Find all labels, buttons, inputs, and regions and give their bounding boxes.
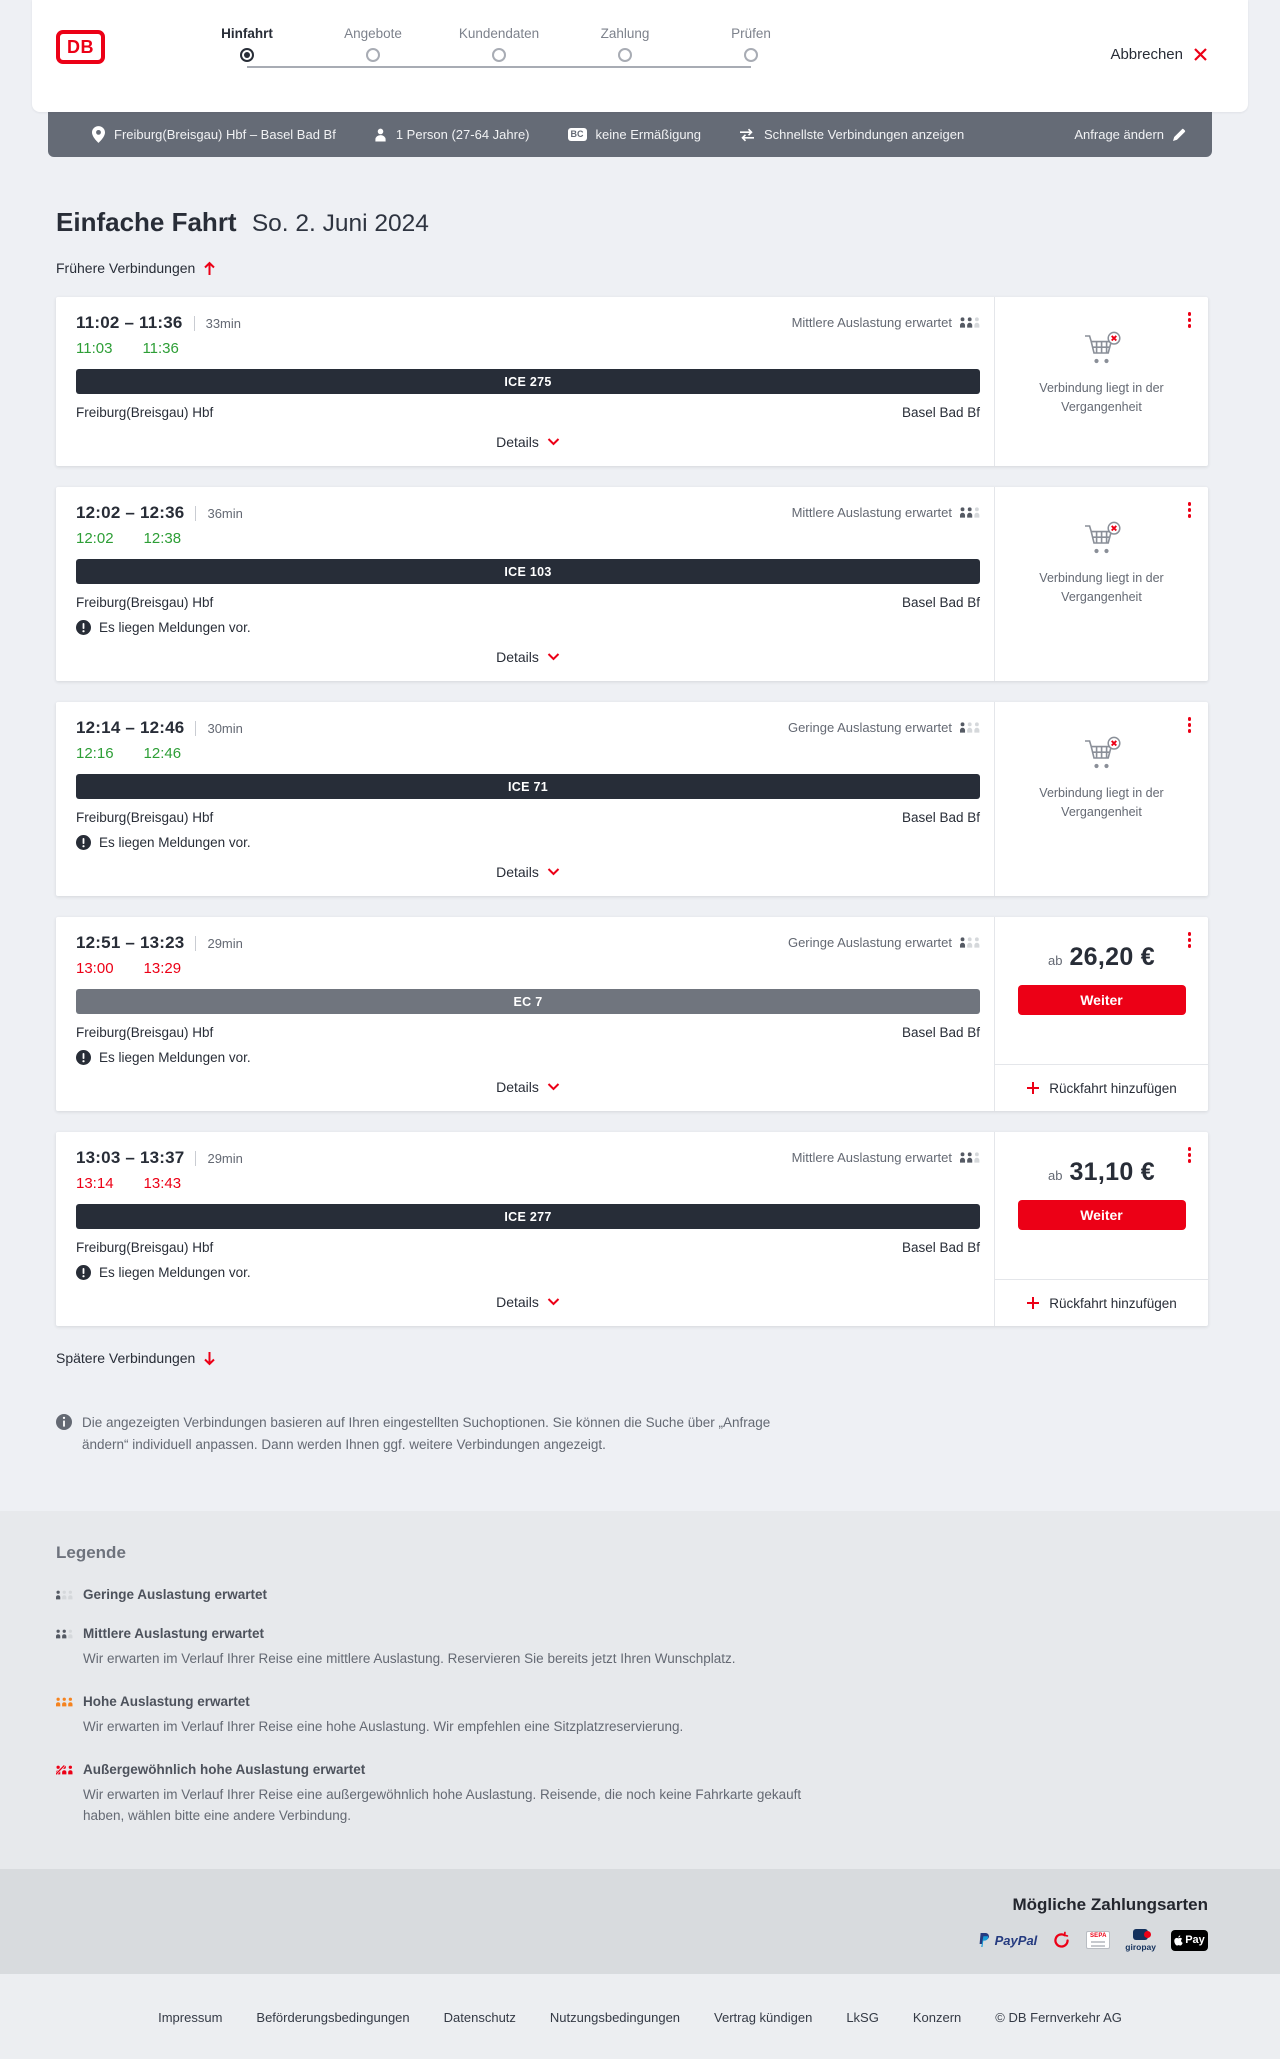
add-return-label: Rückfahrt hinzufügen xyxy=(1049,1295,1177,1311)
connection-summary xyxy=(56,487,994,681)
realtime-arrival: 13:43 xyxy=(143,1175,182,1192)
planned-times: 13:03 – 13:37 xyxy=(76,1148,185,1167)
legend-section xyxy=(0,1511,1280,1869)
occupancy-icon xyxy=(960,507,980,518)
footer-link[interactable]: LkSG xyxy=(846,2009,879,2025)
occupancy-icon xyxy=(960,722,980,733)
later-connections-link[interactable] xyxy=(56,1350,216,1366)
connection-summary xyxy=(56,1132,994,1326)
kebab-menu-button[interactable] xyxy=(1185,1144,1195,1166)
legend-item-description: Wir erwarten im Verlauf Ihrer Reise eine mittlere Auslastung. Reservieren Sie bereits jetzt Ihren Wunschplatz. xyxy=(83,1651,736,1667)
realtime-departure: 11:03 xyxy=(76,340,113,357)
past-connection-note xyxy=(995,702,1208,896)
occupancy-icon xyxy=(56,1764,73,1776)
weiter-button[interactable]: Weiter xyxy=(1018,1200,1186,1230)
kebab-menu-button[interactable] xyxy=(1185,929,1195,951)
bahncard-icon: BC xyxy=(568,128,587,141)
occupancy-icon xyxy=(56,1696,73,1708)
kebab-menu-button[interactable] xyxy=(1185,714,1195,736)
trip-date: So. 2. Juni 2024 xyxy=(251,210,429,237)
legend-item xyxy=(56,1587,1208,1602)
train-label: EC 7 xyxy=(513,994,543,1009)
step-label: Hinfahrt xyxy=(221,26,273,41)
search-options-text: Die angezeigten Verbindungen basieren auf Ihren eingestellten Suchoptionen. Sie können die Suche über „Anfrage ändern“ individuell anpassen. Dann werden Ihnen ggf. weitere Verbindungen angezeigt. xyxy=(82,1415,771,1452)
pencil-icon xyxy=(1173,128,1186,141)
legend-item xyxy=(56,1762,1208,1827)
separator xyxy=(194,316,195,331)
step-label: Angebote xyxy=(344,26,402,41)
details-label: Details xyxy=(496,1079,539,1095)
past-connection-text: Verbindung liegt in der Vergangenheit xyxy=(1039,786,1164,819)
cart-crossed-icon xyxy=(1081,736,1123,772)
step-label: Zahlung xyxy=(600,26,650,41)
occupancy-icon xyxy=(960,937,980,948)
realtime-times xyxy=(76,745,980,762)
step-dot-icon xyxy=(240,48,254,62)
progress-step[interactable] xyxy=(184,26,310,62)
price-offer xyxy=(995,1132,1208,1326)
later-connections-label: Spätere Verbindungen xyxy=(56,1350,196,1366)
kebab-menu-button[interactable] xyxy=(1185,309,1195,331)
train-label: ICE 103 xyxy=(504,564,552,579)
add-return-label: Rückfahrt hinzufügen xyxy=(1049,1080,1177,1096)
close-icon xyxy=(1193,47,1208,62)
legend-item-label: Außergewöhnlich hohe Auslastung erwartet xyxy=(83,1762,366,1778)
occupancy-icon xyxy=(56,1628,73,1640)
chevron-down-icon xyxy=(547,1083,560,1091)
details-toggle[interactable] xyxy=(488,430,568,454)
planned-times: 12:14 – 12:46 xyxy=(76,718,185,737)
sepa-icon xyxy=(1086,1931,1110,1949)
price-value: 26,20 € xyxy=(1069,943,1155,971)
occupancy-label: Mittlere Auslastung erwartet xyxy=(791,505,952,520)
train-band xyxy=(76,369,980,394)
legend-item xyxy=(56,1694,1208,1738)
duration: 29min xyxy=(207,936,243,951)
booking-column xyxy=(994,1132,1208,1326)
progress-steps xyxy=(184,26,814,82)
occupancy-label: Geringe Auslastung erwartet xyxy=(787,935,952,950)
arrow-down-icon xyxy=(203,1351,216,1366)
origin-station: Freiburg(Breisgau) Hbf xyxy=(76,810,214,825)
legend-item-description: Wir erwarten im Verlauf Ihrer Reise eine hohe Auslastung. Wir empfehlen eine Sitzplatzreservierung. xyxy=(83,1719,684,1735)
occupancy-label: Mittlere Auslastung erwartet xyxy=(791,315,952,330)
progress-step[interactable] xyxy=(562,26,688,62)
occupancy-icon xyxy=(56,1589,73,1601)
price-value: 31,10 € xyxy=(1069,1158,1155,1186)
step-label: Prüfen xyxy=(731,26,771,41)
connection-summary xyxy=(56,917,994,1111)
search-summary-bar xyxy=(48,112,1212,157)
realtime-arrival: 13:29 xyxy=(143,960,182,977)
footer-link[interactable]: Beförderungsbedingungen xyxy=(256,2009,410,2025)
paypal-label: PayPal xyxy=(994,1932,1038,1948)
planned-times: 12:51 – 13:23 xyxy=(76,933,185,952)
step-dot-icon xyxy=(492,48,506,62)
booking-column xyxy=(994,487,1208,681)
db-logo-text: DB xyxy=(67,36,94,57)
cart-crossed-icon xyxy=(1081,521,1123,557)
messages-label: Es liegen Meldungen vor. xyxy=(99,1265,251,1280)
location-pin-icon xyxy=(92,126,105,143)
cancel-label: Abbrechen xyxy=(1110,46,1183,63)
duration: 30min xyxy=(207,721,243,736)
footer-link[interactable]: Nutzungsbedingungen xyxy=(549,2009,681,2025)
plus-icon xyxy=(1026,1081,1040,1095)
origin-station: Freiburg(Breisgau) Hbf xyxy=(76,1025,214,1040)
messages-hint xyxy=(76,1050,980,1065)
realtime-times xyxy=(76,530,980,547)
warning-icon xyxy=(76,1265,91,1280)
progress-step[interactable] xyxy=(436,26,562,62)
occupancy-icon xyxy=(960,317,980,328)
swap-arrows-icon xyxy=(739,128,755,142)
occupancy-icon xyxy=(960,1152,980,1163)
details-toggle[interactable] xyxy=(488,645,568,669)
chevron-down-icon xyxy=(547,868,560,876)
arrow-up-icon xyxy=(203,261,216,276)
change-request-button[interactable] xyxy=(1074,127,1186,142)
duration: 33min xyxy=(205,316,242,331)
progress-step[interactable] xyxy=(688,26,814,62)
apple-pay-label: Pay xyxy=(1185,1934,1205,1947)
messages-label: Es liegen Meldungen vor. xyxy=(99,835,251,850)
occupancy-indicator xyxy=(792,315,980,330)
page-footer xyxy=(0,1974,1280,2059)
giropay-icon xyxy=(1133,1929,1148,1940)
booking-column xyxy=(994,702,1208,896)
realtime-arrival: 11:36 xyxy=(142,340,179,357)
separator xyxy=(195,506,196,521)
details-label: Details xyxy=(496,864,539,880)
change-request-label: Anfrage ändern xyxy=(1074,127,1164,142)
past-connection-text: Verbindung liegt in der Vergangenheit xyxy=(1039,381,1164,414)
realtime-departure: 13:14 xyxy=(76,1175,114,1192)
booking-column xyxy=(994,917,1208,1111)
step-dot-icon xyxy=(366,48,380,62)
route-summary xyxy=(92,126,336,143)
separator xyxy=(195,1151,196,1166)
messages-label: Es liegen Meldungen vor. xyxy=(99,620,251,635)
price-prefix: ab xyxy=(1048,953,1063,968)
price-offer xyxy=(995,917,1208,1111)
occupancy-label: Geringe Auslastung erwartet xyxy=(787,720,952,735)
past-connection-note xyxy=(995,487,1208,681)
cancel-button[interactable] xyxy=(1110,46,1208,63)
legend-item-label: Mittlere Auslastung erwartet xyxy=(83,1626,265,1642)
route-text: Freiburg(Breisgau) Hbf – Basel Bad Bf xyxy=(114,127,336,142)
train-label: ICE 275 xyxy=(504,374,552,389)
chevron-down-icon xyxy=(547,1298,560,1306)
weiter-button[interactable]: Weiter xyxy=(1018,985,1186,1015)
planned-times: 12:02 – 12:36 xyxy=(76,503,185,522)
duration: 29min xyxy=(207,1151,243,1166)
person-icon xyxy=(374,128,387,142)
origin-station: Freiburg(Breisgau) Hbf xyxy=(76,405,214,420)
chevron-down-icon xyxy=(547,438,560,446)
past-connection-note xyxy=(995,297,1208,466)
details-toggle[interactable] xyxy=(488,1075,568,1099)
occupancy-indicator xyxy=(788,935,980,950)
payment-paypal xyxy=(978,1932,1038,1948)
origin-station: Freiburg(Breisgau) Hbf xyxy=(76,1240,214,1255)
destination-station: Basel Bad Bf xyxy=(901,1240,980,1255)
details-label: Details xyxy=(496,434,539,450)
booking-column xyxy=(994,297,1208,466)
credit-card-icon xyxy=(1052,1931,1071,1950)
passenger-text: 1 Person (27-64 Jahre) xyxy=(395,127,530,142)
app-header xyxy=(32,0,1248,112)
add-return-button[interactable] xyxy=(995,1279,1208,1326)
payment-credit-card xyxy=(1052,1931,1071,1950)
duration: 36min xyxy=(207,506,243,521)
train-band xyxy=(76,559,980,584)
legend-item xyxy=(56,1626,1208,1670)
kebab-menu-button[interactable] xyxy=(1185,499,1195,521)
origin-station: Freiburg(Breisgau) Hbf xyxy=(76,595,214,610)
destination-station: Basel Bad Bf xyxy=(901,405,980,420)
cart-crossed-icon xyxy=(1081,331,1123,367)
step-dot-icon xyxy=(744,48,758,62)
occupancy-indicator xyxy=(792,1150,980,1165)
train-label: ICE 277 xyxy=(504,1209,552,1224)
page-title xyxy=(56,207,1208,238)
add-return-button[interactable] xyxy=(995,1064,1208,1111)
occupancy-indicator xyxy=(792,505,980,520)
footer-link[interactable]: Konzern xyxy=(912,2009,962,2025)
fastest-connections-label: Schnellste Verbindungen anzeigen xyxy=(764,127,965,142)
search-options-note xyxy=(56,1412,1208,1455)
destination-station: Basel Bad Bf xyxy=(901,1025,980,1040)
price-prefix: ab xyxy=(1048,1168,1063,1183)
apple-logo-icon xyxy=(1174,1935,1183,1946)
realtime-departure: 12:16 xyxy=(76,745,114,762)
past-connection-text: Verbindung liegt in der Vergangenheit xyxy=(1039,571,1164,604)
connection-card xyxy=(56,1132,1208,1326)
realtime-departure: 12:02 xyxy=(76,530,114,547)
payments-title: Mögliche Zahlungsarten xyxy=(1012,1894,1208,1914)
connection-card xyxy=(56,702,1208,896)
fastest-connections-toggle[interactable] xyxy=(739,127,964,142)
destination-station: Basel Bad Bf xyxy=(901,595,980,610)
earlier-connections-link[interactable] xyxy=(56,260,216,276)
train-label: ICE 71 xyxy=(507,779,548,794)
messages-hint xyxy=(76,835,980,850)
discount-text: keine Ermäßigung xyxy=(595,127,702,142)
connection-card xyxy=(56,487,1208,681)
legend-item-label: Geringe Auslastung erwartet xyxy=(83,1587,268,1603)
legend-title: Legende xyxy=(56,1543,126,1563)
footer-link[interactable]: Impressum xyxy=(158,2009,223,2025)
footer-link[interactable]: Datenschutz xyxy=(443,2009,516,2025)
payment-giropay xyxy=(1125,1929,1156,1952)
realtime-times xyxy=(76,340,980,357)
occupancy-indicator xyxy=(788,720,980,735)
legend-item-description: Wir erwarten im Verlauf Ihrer Reise eine außergewöhnlich hohe Auslastung. Reisende, die noch keine Fahrkarte gekauft haben, wählen bitte eine andere Verbindung. xyxy=(83,1787,802,1823)
planned-times: 11:02 – 11:36 xyxy=(76,313,183,332)
train-band xyxy=(76,1204,980,1229)
step-dot-icon xyxy=(618,48,632,62)
realtime-arrival: 12:38 xyxy=(143,530,182,547)
warning-icon xyxy=(76,835,91,850)
realtime-departure: 13:00 xyxy=(76,960,114,977)
train-band xyxy=(76,989,980,1014)
messages-hint xyxy=(76,620,980,635)
realtime-times xyxy=(76,1175,980,1192)
legend-item-label: Hohe Auslastung erwartet xyxy=(83,1694,250,1710)
destination-station: Basel Bad Bf xyxy=(901,810,980,825)
discount-summary xyxy=(568,127,702,142)
connection-summary xyxy=(56,297,994,466)
chevron-down-icon xyxy=(547,653,560,661)
results-main xyxy=(56,207,1208,1455)
trip-type-title: Einfache Fahrt xyxy=(56,207,237,237)
progress-track xyxy=(247,66,751,68)
warning-icon xyxy=(76,620,91,635)
passenger-summary xyxy=(374,127,530,142)
warning-icon xyxy=(76,1050,91,1065)
messages-hint xyxy=(76,1265,980,1280)
separator xyxy=(195,936,196,951)
train-band xyxy=(76,774,980,799)
separator xyxy=(195,721,196,736)
realtime-arrival: 12:46 xyxy=(143,745,182,762)
earlier-connections-label: Frühere Verbindungen xyxy=(56,260,196,276)
paypal-icon xyxy=(978,1932,991,1948)
giropay-label: giropay xyxy=(1125,1941,1156,1952)
details-label: Details xyxy=(496,649,539,665)
info-icon xyxy=(56,1414,72,1430)
plus-icon xyxy=(1026,1296,1040,1310)
connection-card xyxy=(56,917,1208,1111)
footer-link[interactable]: © DB Fernverkehr AG xyxy=(995,2009,1122,2025)
details-toggle[interactable] xyxy=(488,860,568,884)
details-toggle[interactable] xyxy=(488,1290,568,1314)
progress-step[interactable] xyxy=(310,26,436,62)
db-logo xyxy=(56,30,105,64)
sepa-label: SEPA xyxy=(1089,1933,1107,1940)
step-label: Kundendaten xyxy=(458,26,540,41)
apple-pay-icon xyxy=(1171,1930,1208,1951)
connection-summary xyxy=(56,702,994,896)
footer-link[interactable]: Vertrag kündigen xyxy=(714,2009,813,2025)
messages-label: Es liegen Meldungen vor. xyxy=(99,1050,251,1065)
connection-card xyxy=(56,297,1208,466)
details-label: Details xyxy=(496,1294,539,1310)
payments-section xyxy=(0,1869,1280,1974)
realtime-times xyxy=(76,960,980,977)
occupancy-label: Mittlere Auslastung erwartet xyxy=(791,1150,952,1165)
